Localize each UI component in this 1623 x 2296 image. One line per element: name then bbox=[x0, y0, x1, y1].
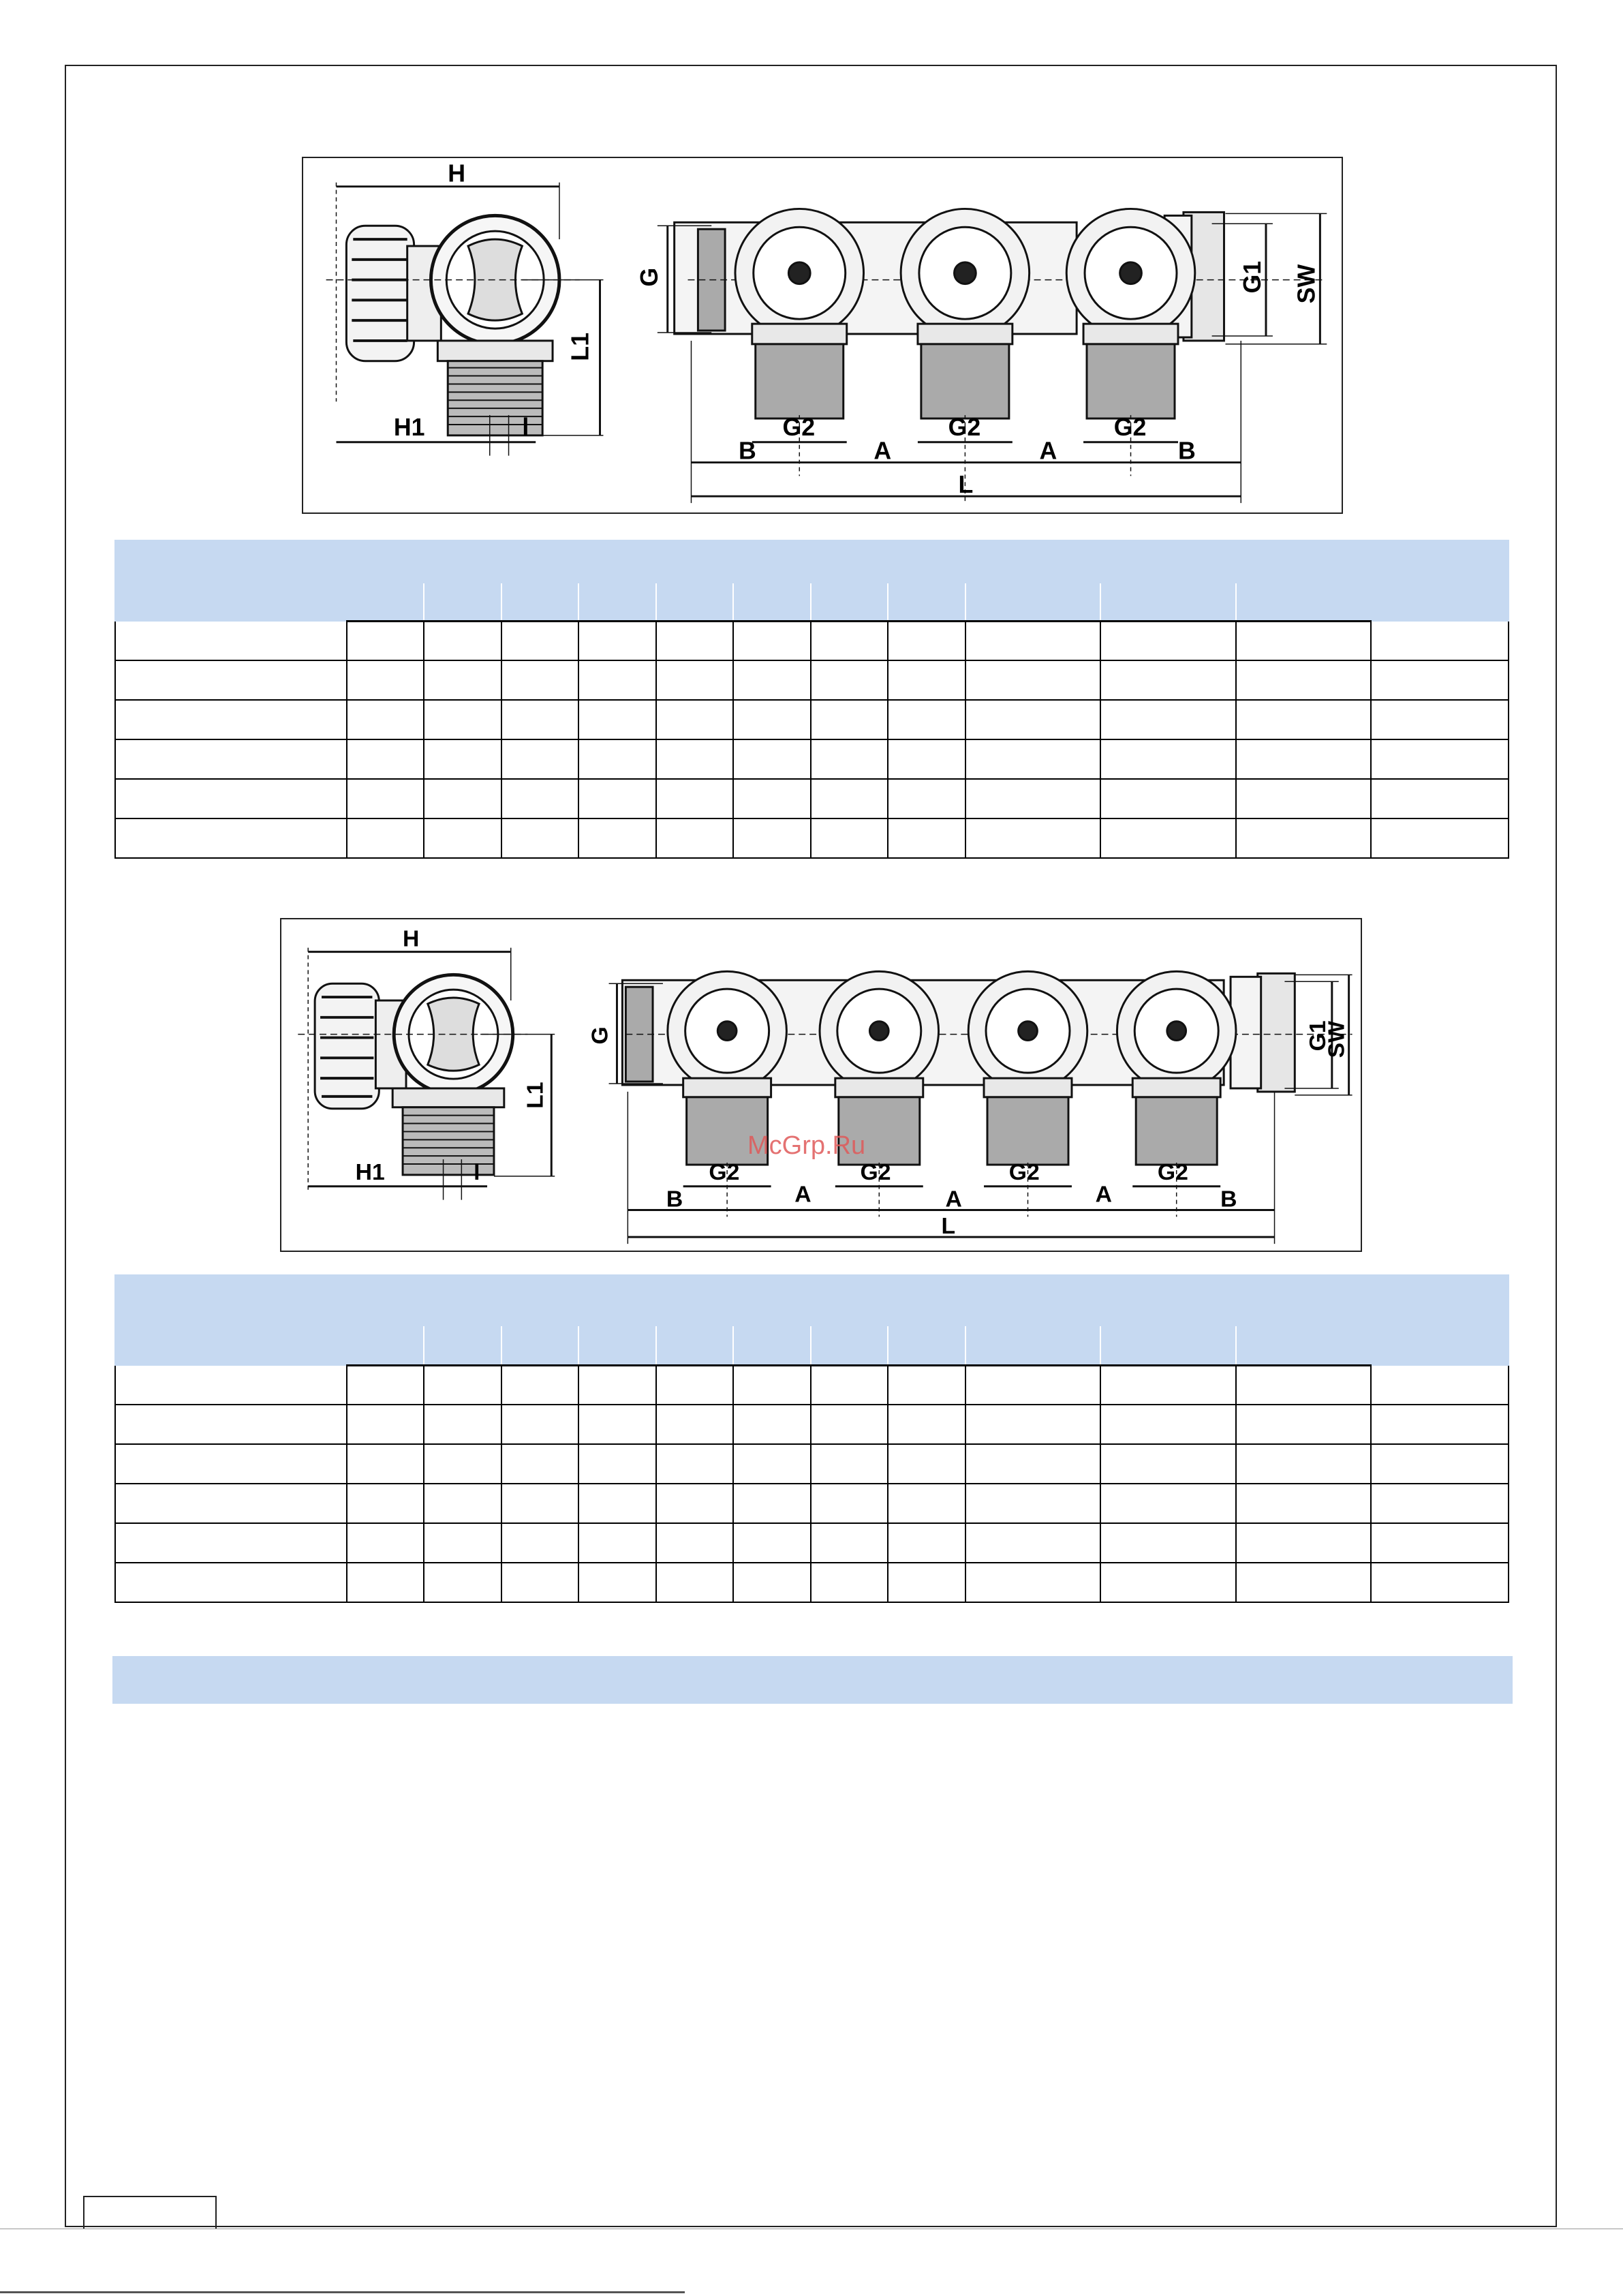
table-row bbox=[115, 1484, 1509, 1523]
dim-G-label: G bbox=[635, 267, 663, 287]
dim-A-label-2: A bbox=[945, 1186, 962, 1212]
dim-L-label: L bbox=[941, 1213, 956, 1240]
side-view bbox=[298, 948, 555, 1200]
manifold-3-svg bbox=[303, 158, 1342, 512]
manifold-drawing-3-outlets bbox=[302, 157, 1343, 514]
dim-G1-label: G1 bbox=[1239, 260, 1267, 294]
table-row bbox=[115, 779, 1509, 818]
subheader-cell bbox=[965, 1326, 1100, 1365]
spec-table-2 bbox=[114, 1274, 1509, 1603]
manifold-drawing-4-outlets bbox=[280, 918, 1362, 1252]
header-cell-model bbox=[115, 1275, 347, 1365]
dim-G2-label-3: G2 bbox=[1113, 413, 1147, 441]
table-row bbox=[115, 700, 1509, 739]
dim-G2-label-4: G2 bbox=[1157, 1159, 1188, 1185]
dim-B-label-2: B bbox=[1177, 437, 1196, 465]
spec-table-1 bbox=[114, 540, 1509, 859]
dim-H-label: H bbox=[403, 925, 420, 952]
table-row bbox=[115, 660, 1509, 700]
header-cell-last bbox=[1371, 1275, 1509, 1365]
table-row bbox=[115, 818, 1509, 858]
footer-rule-bottom bbox=[0, 2291, 685, 2293]
subheader-cell bbox=[656, 1326, 733, 1365]
dim-G-label: G bbox=[587, 1026, 613, 1045]
manifold-4-svg bbox=[281, 919, 1361, 1251]
dim-l-label: l bbox=[474, 1159, 480, 1185]
dim-G1-label: G1 bbox=[1304, 1020, 1331, 1052]
watermark: McGrp.Ru bbox=[747, 1131, 866, 1160]
dim-H-label: H bbox=[448, 159, 466, 187]
subheader-cell bbox=[1100, 1326, 1236, 1365]
table-row bbox=[115, 1444, 1509, 1484]
dim-G2-label-1: G2 bbox=[782, 413, 816, 441]
dim-A-label-1: A bbox=[874, 437, 892, 465]
subheader-cell bbox=[347, 1326, 424, 1365]
subheader-cell bbox=[965, 583, 1100, 621]
header-cell-connections bbox=[965, 1275, 1371, 1326]
dim-G2-label-1: G2 bbox=[709, 1159, 740, 1185]
subheader-cell bbox=[1236, 1326, 1371, 1365]
dim-SW-label: SW bbox=[1323, 1020, 1350, 1058]
subheader-cell bbox=[347, 583, 424, 621]
dim-G2-label-2: G2 bbox=[860, 1159, 891, 1185]
header-cell-last bbox=[1371, 540, 1509, 621]
dim-A-label-3: A bbox=[1095, 1181, 1113, 1208]
dim-G2-label-3: G2 bbox=[1008, 1159, 1040, 1185]
table-row bbox=[115, 1365, 1509, 1405]
dim-B-label-1: B bbox=[666, 1186, 683, 1212]
dim-B-label-1: B bbox=[738, 437, 756, 465]
subheader-cell bbox=[811, 583, 888, 621]
dim-H1-label: H1 bbox=[355, 1159, 385, 1185]
subheader-cell bbox=[733, 583, 811, 621]
table-row bbox=[115, 739, 1509, 779]
dim-A-label-1: A bbox=[794, 1181, 812, 1208]
subheader-cell bbox=[733, 1326, 811, 1365]
dim-L1-label: L1 bbox=[522, 1082, 548, 1109]
header-cell-dimensions bbox=[347, 540, 965, 583]
subheader-cell bbox=[424, 1326, 501, 1365]
table-row bbox=[115, 621, 1509, 660]
side-view bbox=[326, 183, 604, 456]
subheader-cell bbox=[1100, 583, 1236, 621]
subheader-cell bbox=[888, 583, 965, 621]
table-row bbox=[115, 1523, 1509, 1563]
subheader-cell bbox=[578, 1326, 656, 1365]
dim-B-label-2: B bbox=[1220, 1186, 1237, 1212]
dim-G2-label-2: G2 bbox=[948, 413, 981, 441]
subheader-cell bbox=[656, 583, 733, 621]
footer-page-box bbox=[83, 2196, 217, 2229]
header-cell-model bbox=[115, 540, 347, 621]
header-cell-connections bbox=[965, 540, 1371, 583]
dim-A-label-2: A bbox=[1039, 437, 1057, 465]
subheader-cell bbox=[501, 1326, 578, 1365]
subheader-cell bbox=[424, 583, 501, 621]
section-header-band bbox=[112, 1656, 1513, 1704]
table-row bbox=[115, 1563, 1509, 1602]
outlet-2 bbox=[901, 209, 1030, 503]
dim-H1-label: H1 bbox=[393, 413, 425, 441]
table-row bbox=[115, 1405, 1509, 1444]
header-cell-dimensions bbox=[347, 1275, 965, 1326]
subheader-cell bbox=[578, 583, 656, 621]
dim-L1-label: L1 bbox=[566, 333, 594, 361]
subheader-cell bbox=[501, 583, 578, 621]
dim-SW-label: SW bbox=[1293, 264, 1320, 304]
dim-l-label: l bbox=[522, 413, 529, 441]
subheader-cell bbox=[888, 1326, 965, 1365]
subheader-cell bbox=[811, 1326, 888, 1365]
subheader-cell bbox=[1236, 583, 1371, 621]
dim-L-label: L bbox=[958, 471, 974, 499]
